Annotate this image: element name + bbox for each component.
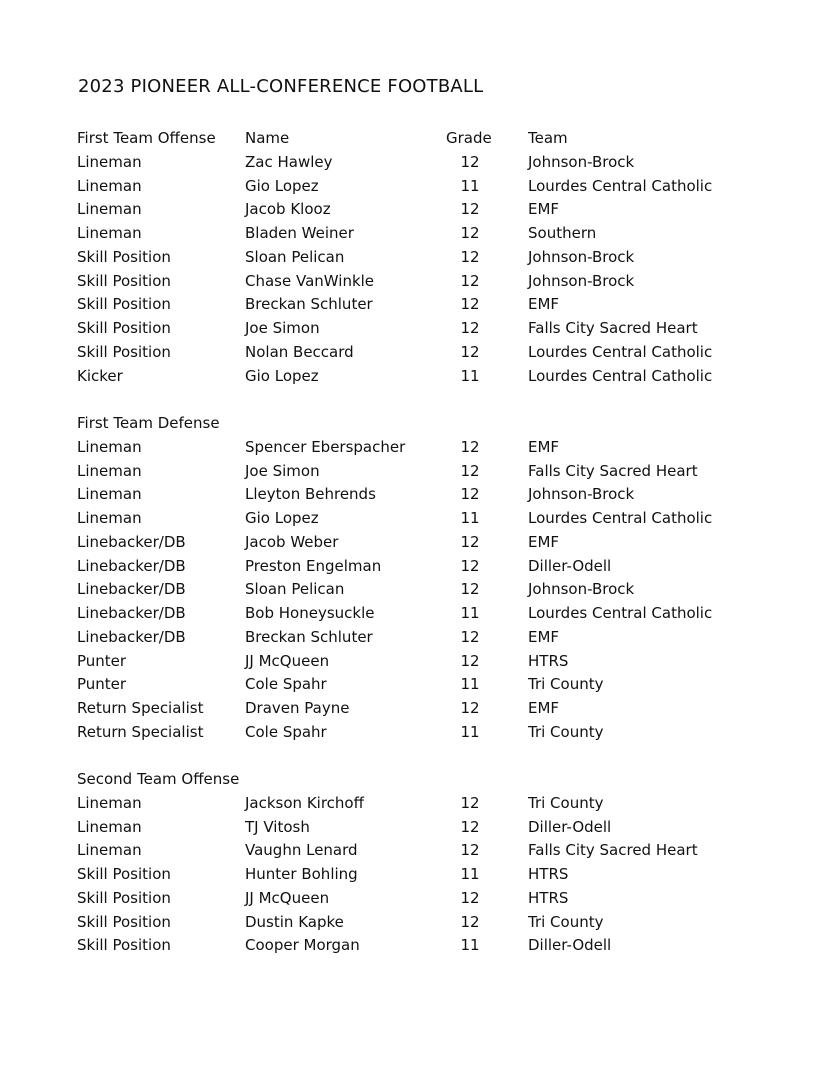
grade-cell: 12 bbox=[460, 556, 480, 575]
player-name-cell: Gio Lopez bbox=[245, 509, 319, 527]
table-row bbox=[0, 555, 835, 579]
position-cell: Lineman bbox=[77, 437, 142, 456]
grade-cell: 12 bbox=[460, 485, 480, 504]
position-cell: Skill Position bbox=[77, 888, 171, 907]
grade-cell: 12 bbox=[460, 342, 480, 361]
team-cell: Lourdes Central Catholic bbox=[528, 342, 713, 361]
table-row bbox=[0, 341, 835, 365]
grade-cell: 12 bbox=[460, 271, 480, 290]
grade-cell: 12 bbox=[460, 461, 480, 480]
table-row bbox=[0, 246, 835, 270]
table-row bbox=[0, 578, 835, 602]
team-cell: Johnson-Brock bbox=[528, 485, 635, 504]
position-cell: Lineman bbox=[77, 509, 142, 527]
position-cell: Skill Position bbox=[77, 247, 171, 266]
grade-cell: 12 bbox=[460, 319, 480, 337]
team-cell: Lourdes Central Catholic bbox=[528, 604, 713, 622]
table-row bbox=[0, 887, 835, 911]
position-cell: Linebacker/DB bbox=[77, 580, 186, 599]
team-cell: EMF bbox=[528, 437, 560, 456]
section-first-team-offense bbox=[0, 127, 835, 388]
position-cell: Linebacker/DB bbox=[77, 556, 186, 575]
table-row bbox=[0, 792, 835, 816]
grade-cell: 12 bbox=[460, 580, 480, 599]
position-cell: Skill Position bbox=[77, 319, 171, 337]
position-cell: Linebacker/DB bbox=[77, 627, 186, 646]
table-row bbox=[0, 365, 835, 389]
table-row bbox=[0, 839, 835, 863]
position-cell: Skill Position bbox=[77, 295, 171, 314]
table-row bbox=[0, 317, 835, 341]
table-row bbox=[0, 650, 835, 674]
player-name-cell: Sloan Pelican bbox=[245, 247, 345, 266]
column-header-team: Team bbox=[528, 129, 568, 147]
player-name-cell: TJ Vitosh bbox=[245, 817, 310, 836]
column-header-name: Name bbox=[245, 129, 290, 147]
table-row bbox=[0, 198, 835, 222]
grade-cell: 11 bbox=[460, 176, 480, 195]
grade-cell: 11 bbox=[460, 509, 480, 527]
grade-cell: 12 bbox=[460, 295, 480, 314]
table-row bbox=[0, 816, 835, 840]
position-cell: Return Specialist bbox=[77, 722, 204, 741]
grade-cell: 12 bbox=[460, 224, 480, 242]
player-name-cell: Joe Simon bbox=[245, 461, 320, 480]
table-row bbox=[0, 460, 835, 484]
table-row bbox=[0, 721, 835, 745]
player-name-cell: Hunter Bohling bbox=[245, 865, 358, 883]
position-cell: Lineman bbox=[77, 841, 142, 860]
position-cell: Punter bbox=[77, 675, 127, 694]
grade-cell: 11 bbox=[460, 865, 480, 883]
player-name-cell: Gio Lopez bbox=[245, 176, 319, 195]
player-name-cell: Bob Honeysuckle bbox=[245, 604, 375, 622]
position-cell: Return Specialist bbox=[77, 699, 204, 717]
grade-cell: 11 bbox=[460, 675, 480, 694]
player-name-cell: Spencer Eberspacher bbox=[245, 437, 406, 456]
grade-cell: 11 bbox=[460, 604, 480, 622]
player-name-cell: Vaughn Lenard bbox=[245, 841, 358, 860]
table-row bbox=[0, 222, 835, 246]
team-cell: Johnson-Brock bbox=[528, 152, 635, 171]
team-cell: Johnson-Brock bbox=[528, 580, 635, 599]
player-name-cell: Sloan Pelican bbox=[245, 580, 345, 599]
position-cell: Lineman bbox=[77, 152, 142, 171]
position-cell: Lineman bbox=[77, 224, 142, 242]
team-cell: Tri County bbox=[528, 793, 604, 812]
team-cell: EMF bbox=[528, 627, 560, 646]
position-cell: Linebacker/DB bbox=[77, 532, 186, 551]
table-row bbox=[0, 175, 835, 199]
team-cell: Falls City Sacred Heart bbox=[528, 841, 698, 860]
team-cell: Falls City Sacred Heart bbox=[528, 461, 698, 480]
table-row bbox=[0, 507, 835, 531]
player-name-cell: Dustin Kapke bbox=[245, 912, 344, 931]
player-name-cell: Cole Spahr bbox=[245, 675, 327, 694]
player-name-cell: Jackson Kirchoff bbox=[245, 793, 364, 812]
team-cell: Diller-Odell bbox=[528, 817, 612, 836]
grade-cell: 12 bbox=[460, 437, 480, 456]
section-heading-row bbox=[0, 768, 835, 792]
player-name-cell: JJ McQueen bbox=[245, 651, 330, 670]
table-row bbox=[0, 483, 835, 507]
player-name-cell: Gio Lopez bbox=[245, 366, 319, 385]
team-cell: Johnson-Brock bbox=[528, 271, 635, 290]
grade-cell: 11 bbox=[460, 936, 480, 955]
player-name-cell: Nolan Beccard bbox=[245, 342, 354, 361]
table-row bbox=[0, 934, 835, 958]
section-second-team-offense bbox=[0, 768, 835, 958]
team-cell: Diller-Odell bbox=[528, 556, 612, 575]
table-row bbox=[0, 911, 835, 935]
player-name-cell: Breckan Schluter bbox=[245, 295, 373, 314]
player-name-cell: Zac Hawley bbox=[245, 152, 333, 171]
position-cell: Skill Position bbox=[77, 342, 171, 361]
page-title: 2023 PIONEER ALL-CONFERENCE FOOTBALL bbox=[78, 76, 484, 97]
team-cell: Diller-Odell bbox=[528, 936, 612, 955]
team-cell: EMF bbox=[528, 699, 560, 717]
team-cell: Southern bbox=[528, 224, 597, 242]
team-cell: HTRS bbox=[528, 651, 569, 670]
team-cell: EMF bbox=[528, 295, 560, 314]
player-name-cell: Jacob Klooz bbox=[245, 200, 331, 219]
position-cell: Lineman bbox=[77, 817, 142, 836]
grade-cell: 11 bbox=[460, 722, 480, 741]
player-name-cell: Lleyton Behrends bbox=[245, 485, 376, 504]
grade-cell: 12 bbox=[460, 912, 480, 931]
grade-cell: 12 bbox=[460, 651, 480, 670]
position-cell: Kicker bbox=[77, 366, 123, 385]
team-cell: Lourdes Central Catholic bbox=[528, 366, 713, 385]
team-cell: Lourdes Central Catholic bbox=[528, 509, 713, 527]
section-heading: First Team Offense bbox=[77, 129, 216, 147]
table-row bbox=[0, 626, 835, 650]
grade-cell: 12 bbox=[460, 817, 480, 836]
team-cell: HTRS bbox=[528, 865, 569, 883]
section-heading: First Team Defense bbox=[77, 414, 220, 432]
grade-cell: 12 bbox=[460, 841, 480, 860]
position-cell: Lineman bbox=[77, 793, 142, 812]
player-name-cell: Breckan Schluter bbox=[245, 627, 373, 646]
table-row bbox=[0, 673, 835, 697]
player-name-cell: JJ McQueen bbox=[245, 888, 330, 907]
position-cell: Skill Position bbox=[77, 912, 171, 931]
table-row bbox=[0, 697, 835, 721]
table-row bbox=[0, 151, 835, 175]
table-row bbox=[0, 531, 835, 555]
team-cell: Falls City Sacred Heart bbox=[528, 319, 698, 337]
player-name-cell: Cole Spahr bbox=[245, 722, 327, 741]
position-cell: Lineman bbox=[77, 485, 142, 504]
grade-cell: 12 bbox=[460, 699, 480, 717]
grade-cell: 12 bbox=[460, 247, 480, 266]
table-row bbox=[0, 293, 835, 317]
team-cell: Johnson-Brock bbox=[528, 247, 635, 266]
position-cell: Lineman bbox=[77, 200, 142, 219]
team-cell: Lourdes Central Catholic bbox=[528, 176, 713, 195]
grade-cell: 12 bbox=[460, 888, 480, 907]
team-cell: EMF bbox=[528, 532, 560, 551]
player-name-cell: Jacob Weber bbox=[245, 532, 339, 551]
grade-cell: 11 bbox=[460, 366, 480, 385]
grade-cell: 12 bbox=[460, 152, 480, 171]
section-first-team-defense bbox=[0, 412, 835, 745]
player-name-cell: Bladen Weiner bbox=[245, 224, 354, 242]
grade-cell: 12 bbox=[460, 532, 480, 551]
player-name-cell: Cooper Morgan bbox=[245, 936, 360, 955]
table-row bbox=[0, 270, 835, 294]
team-cell: EMF bbox=[528, 200, 560, 219]
team-cell: HTRS bbox=[528, 888, 569, 907]
position-cell: Punter bbox=[77, 651, 127, 670]
position-cell: Linebacker/DB bbox=[77, 604, 186, 622]
grade-cell: 12 bbox=[460, 793, 480, 812]
section-heading: Second Team Offense bbox=[77, 770, 240, 788]
position-cell: Lineman bbox=[77, 461, 142, 480]
table-row bbox=[0, 863, 835, 887]
position-cell: Skill Position bbox=[77, 271, 171, 290]
team-cell: Tri County bbox=[528, 675, 604, 694]
column-header-row bbox=[0, 127, 835, 151]
player-name-cell: Chase VanWinkle bbox=[245, 271, 375, 290]
table-row bbox=[0, 602, 835, 626]
column-header-grade: Grade bbox=[446, 129, 492, 147]
team-cell: Tri County bbox=[528, 722, 604, 741]
position-cell: Skill Position bbox=[77, 936, 171, 955]
grade-cell: 12 bbox=[460, 200, 480, 219]
player-name-cell: Joe Simon bbox=[245, 319, 320, 337]
position-cell: Skill Position bbox=[77, 865, 171, 883]
player-name-cell: Preston Engelman bbox=[245, 556, 382, 575]
position-cell: Lineman bbox=[77, 176, 142, 195]
team-cell: Tri County bbox=[528, 912, 604, 931]
table-row bbox=[0, 436, 835, 460]
grade-cell: 12 bbox=[460, 627, 480, 646]
player-name-cell: Draven Payne bbox=[245, 699, 350, 717]
section-heading-row bbox=[0, 412, 835, 436]
